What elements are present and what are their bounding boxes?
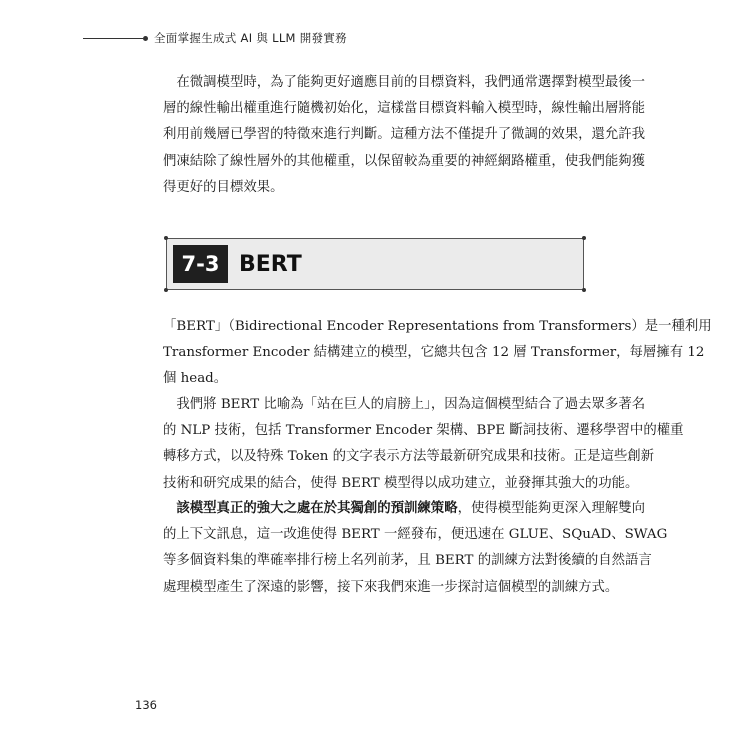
- text-line: 技術和研究成果的結合，使得 BERT 模型得以成功建立，並發揮其強大的功能。: [163, 475, 639, 491]
- emphasis-text: 該模型真正的強大之處在於其獨創的預訓練策略: [176, 501, 458, 516]
- text-span: ，使得模型能夠更深入理解雙向: [457, 501, 646, 516]
- corner-dot: [164, 236, 168, 240]
- text-line: Transformer Encoder 結構建立的模型，它總共包含 12 層 Transformer，每層擁有 12: [163, 345, 705, 361]
- text-line: 的 NLP 技術，包括 Transformer Encoder 架構、BPE 斷詞技術、遷移學習中的權重: [163, 423, 684, 439]
- text-line: 「BERT」（Bidirectional Encoder Representations from Transformers）是一種利用: [163, 319, 712, 334]
- text-line: 等多個資料集的準確率排行榜上名列前茅，且 BERT 的訓練方法對後續的自然語言: [163, 553, 652, 569]
- header-bullet: [143, 36, 148, 41]
- intro-paragraph: [163, 70, 646, 201]
- section-heading: [166, 238, 584, 290]
- text-line: 我們將 BERT 比喻為「站在巨人的肩膀上」，因為這個模型結合了過去眾多著名: [163, 397, 646, 412]
- section-title: BERT: [239, 251, 302, 277]
- paragraph-bert-strength: [163, 496, 668, 601]
- corner-dot: [164, 288, 168, 292]
- header-rule: [83, 38, 143, 39]
- running-header: [83, 28, 347, 48]
- corner-dot: [582, 288, 586, 292]
- text-line: 利用前幾層已學習的特徵來進行判斷。這種方法不僅提升了微調的效果，還允許我: [163, 127, 646, 143]
- text-line: 在微調模型時，為了能夠更好適應目前的目標資料，我們通常選擇對模型最後一: [163, 75, 646, 90]
- text-line: 轉移方式，以及特殊 Token 的文字表示方法等最新研究成果和技術。正是這些創新: [163, 449, 655, 465]
- text-line: 的上下文訊息，這一改進使得 BERT 一經發布，便迅速在 GLUE、SQuAD、SWAG: [163, 527, 668, 543]
- corner-dot: [582, 236, 586, 240]
- text-line: 層的線性輸出權重進行隨機初始化，這樣當目標資料輸入模型時，線性輸出層將能: [163, 101, 646, 117]
- paragraph-bert-definition: [163, 314, 712, 393]
- book-title: 全面掌握生成式 AI 與 LLM 開發實務: [154, 31, 347, 45]
- text-line: 處理模型產生了深遠的影響，接下來我們來進一步探討這個模型的訓練方式。: [163, 579, 619, 595]
- page-number: 136: [135, 698, 157, 712]
- text-line: 得更好的目標效果。: [163, 179, 284, 195]
- text-line: [163, 496, 646, 522]
- paragraph-bert-metaphor: [163, 392, 684, 497]
- section-number: 7-3: [173, 245, 228, 283]
- text-line: 個 head。: [163, 371, 228, 387]
- text-line: 們凍結除了線性層外的其他權重，以保留較為重要的神經網路權重，使我們能夠獲: [163, 153, 646, 169]
